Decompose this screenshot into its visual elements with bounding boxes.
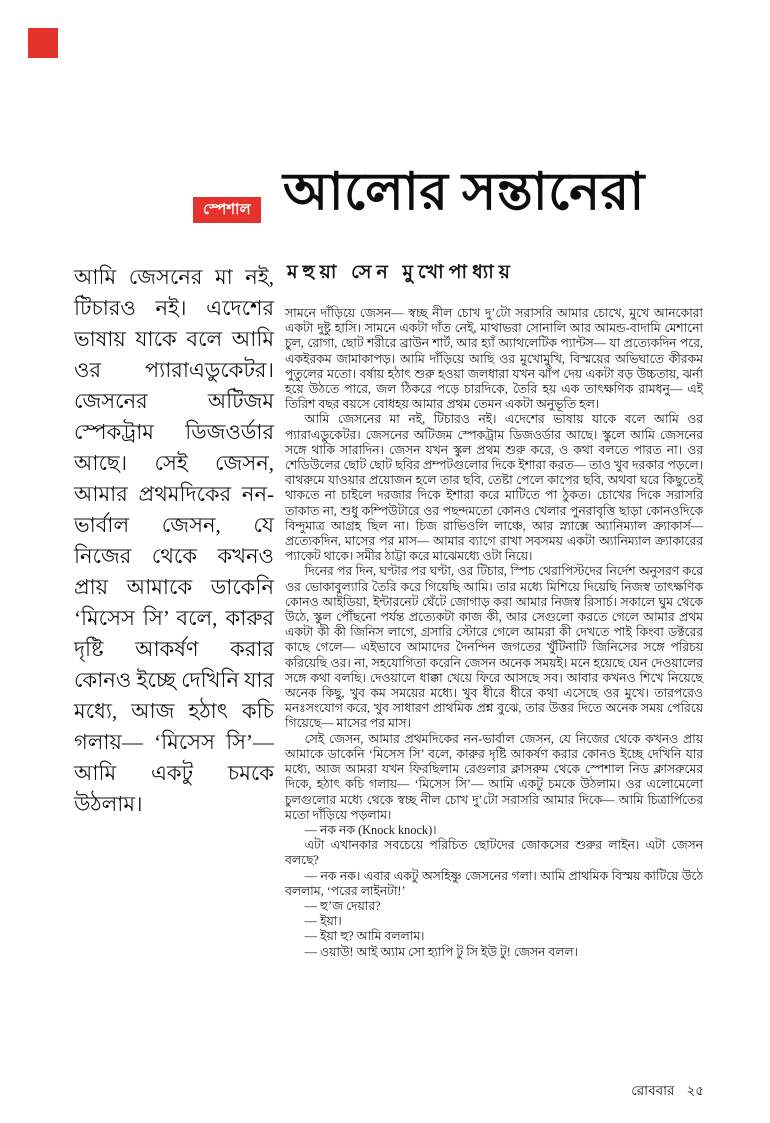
article-paragraph: এটা এখানকার সবচেয়ে পরিচিত ছোটদের জোকসের শুরুর লাইন। এটা জেসন বলছে? bbox=[285, 838, 703, 868]
article-paragraph: সেই জেসন, আমার প্রথমদিকের নন-ভার্বাল জেসন, যে নিজের থেকে কখনও প্রায় আমাকে ডাকেনি ‘মিসেস সি’ বলে, কারুর দৃষ্টি আকর্ষণ করার কোনও ইচ্ছে দেখিনি যার মধ্যে, আজ আমরা যখন ফিরছিলাম রেগুলার ক্লাসরুম থেকে স্পেশাল নিড ক্লাসরুমের দিকে, হঠাৎ কচি গলায়— ‘মিসেস সি’— আমি একটু চমকে উঠলাম। ওর এলোমেলো চুলগুলোর মধ্যে থেকে স্বচ্ছ নীল চোখ দু’টো সরাসরি আমার দিকে— আমি চিত্রার্পিতের মতো দাঁড়িয়ে পড়লাম। bbox=[285, 731, 703, 822]
article-paragraph: সামনে দাঁড়িয়ে জেসন— স্বচ্ছ নীল চোখ দু’টো সরাসরি আমার চোখে, মুখে আনকোরা একটা দুষ্টু হাসি। সামনে একটা দাঁত নেই, মাথাভরা সোনালি আর আমন্ড-বাদামি মেশানো চুল, রোগা, ছোট শরীরে ব্রাউন শার্ট, আর হ্যাঁ অ্যাথলেটিক প্যান্টস— যা প্রত্যেকদিন পরে, একইরকম জামাকাপড়। আমি দাঁড়িয়ে আছি ওর মুখোমুখি, বিস্ময়ের অভিঘাতে কীরকম পুতুলের মতো। বর্ষায় হঠাৎ শুরু হওয়া জলধারা যখন ঝাঁপ দেয় একটা বড় উচ্চতায়, ঝর্না হয়ে উঠতে পারে, জল ঠিকরে পড়ে চারদিকে, তৈরি হয় এক তাৎক্ষণিক রামধনু— এই তিরিশ বছর বয়সে বোধহয় আমার প্রথম তেমন একটা অনুভূতি হল। bbox=[285, 306, 703, 412]
article-paragraph: আমি জেসনের মা নই, টিচারও নই। এদেশের ভাষায় যাকে বলে আমি ওর প্যারাএডুকেটর। জেসনের অটিজম স্পেকট্রাম ডিজওর্ডার আছে। স্কুলে আমি জেসনের সঙ্গে থাকি সারাদিন। জেসন যখন স্কুল প্রথম শুরু করে, ও কথা বলতে পারত না। ওর শেডিউলের ছোট ছোট ছবির প্রম্পটগুলোর দিকে ইশারা করত— তাও খুব দরকার পড়লে। বাথরুমে যাওয়ার প্রয়োজন হলে তার ছবি, তেষ্টা পেলে কাপের ছবি, অথবা ঘরে কিছুতেই থাকতে না চাইলে দরজার দিকে ইশারা করে মাটিতে পা ঠুকত। চোখের দিকে সরাসরি তাকাত না, শুধু কম্পিউটারে ওর পছন্দমতো কোনও খেলার পুনরাবৃত্তি ছাড়া কোনওদিকে বিন্দুমাত্র আগ্রহ ছিল না। চিজ রাভিওলি লাঞ্চে, আর স্ন্যাক্সে অ্যানিম্যাল ক্র্যাকার্স— প্রত্যেকদিন, মাসের পর মাস— আমার ব্যাগে রাখা সবসময় একটা অ্যানিম্যাল ক্র্যাকারের প্যাকেট থাকে। সমীর ঠাট্টা করে মাঝেমধ্যে ওটা নিয়ে। bbox=[285, 412, 703, 564]
dialogue-line: — ইয়া। bbox=[304, 914, 342, 929]
article-paragraph: দিনের পর দিন, ঘণ্টার পর ঘণ্টা, ওর টিচার, স্পিচ থেরাপিস্টদের নির্দেশ অনুসরণ করে ওর ভোকাবুল্যারি তৈরি করে গিয়েছি আমি। তার মধ্যে মিশিয়ে দিয়েছি নিজস্ব তাৎক্ষণিক কোনও আইডিয়া, ইন্টারনেট ঘেঁটে জোগাড় করা আমার নিজস্ব রিসার্চ। সকালে ঘুম থেকে উঠে, স্কুল পৌঁছনো পর্যন্ত প্রত্যেকটা কাজ কী, আর সেগুলো করতে গেলে আমার প্রথম একটা কী কী জিনিস লাগে, গ্রসারি স্টোরে গেলে আমরা কী দেখতে পাই কিংবা ডক্টরের কাছে গেলে— এইভাবে আমাদের দৈনন্দিন জগতের খুঁটিনাটি জিনিসের সঙ্গে পরিচয় করিয়েছি ওর। না, সহযোগিতা করেনি জেসন অনেক সময়ই। মনে হয়েছে যেন দেওয়ালের সঙ্গে কথা বলছি। দেওয়ালে ধাক্কা খেয়ে ফিরে আসছে সব। আবার কখনও শিখে নিয়েছে অনেক কিছু, খুব কম সময়ের মধ্যে। খুব ধীরে ধীরে কথা এসেছে ওর মুখে। তারপরেও মনঃসংযোগ করে, খুব সাধারণ প্রাথমিক প্রশ্ন বুঝে, তার উত্তর দিতে অনেক সময় পেরিয়ে গিয়েছে— মাসের পর মাস। bbox=[285, 564, 703, 731]
dialogue-line: — ইয়া হু? আমি বললাম। bbox=[304, 929, 425, 944]
dialogue-line: — ওয়াউ! আই অ্যাম সো হ্যাপি টু সি ইউ টু! জেসন বলল। bbox=[304, 944, 578, 959]
dialogue-line: — হু’জ দেয়ার? bbox=[304, 898, 381, 913]
pull-quote: আমি জেসনের মা নই, টিচারও নই। এদেশের ভাষায় যাকে বলে আমি ওর প্যারাএডুকেটর। জেসনের অটিজম স্পেকট্রাম ডিজওর্ডার আছে। সেই জেসন, আমার প্রথমদিকের নন-ভার্বাল জেসন, যে নিজের থেকে কখনও প্রায় আমাকে ডাকেনি ‘মিসেস সি’ বলে, কারুর দৃষ্টি আকর্ষণ করার কোনও ইচ্ছে দেখিনি যার মধ্যে, আজ হঠাৎ কচি গলায়— ‘মিসেস সি’— আমি একটু চমকে উঠলাম। bbox=[74, 265, 274, 816]
article-body bbox=[285, 306, 703, 960]
author-byline: মহুয়া সেন মুখোপাধ্যায় bbox=[287, 262, 515, 283]
dialogue-line: — নক নক। এবার একটু অসহিষ্ণু জেসনের গলা। আমি প্রাথমিক বিস্ময় কাটিয়ে উঠে বললাম, ‘পরের লাইনটা!’ bbox=[285, 868, 703, 898]
section-label: স্পেশাল bbox=[193, 197, 261, 223]
dialogue-line: — নক নক (Knock knock)। bbox=[304, 822, 437, 837]
corner-mark bbox=[28, 28, 58, 58]
page-footer bbox=[631, 1080, 704, 1103]
page-number: ২৫ bbox=[686, 1083, 704, 1098]
publication-name: রোববার bbox=[631, 1083, 675, 1098]
article-headline: আলোর সন্তানেরা bbox=[283, 164, 645, 221]
